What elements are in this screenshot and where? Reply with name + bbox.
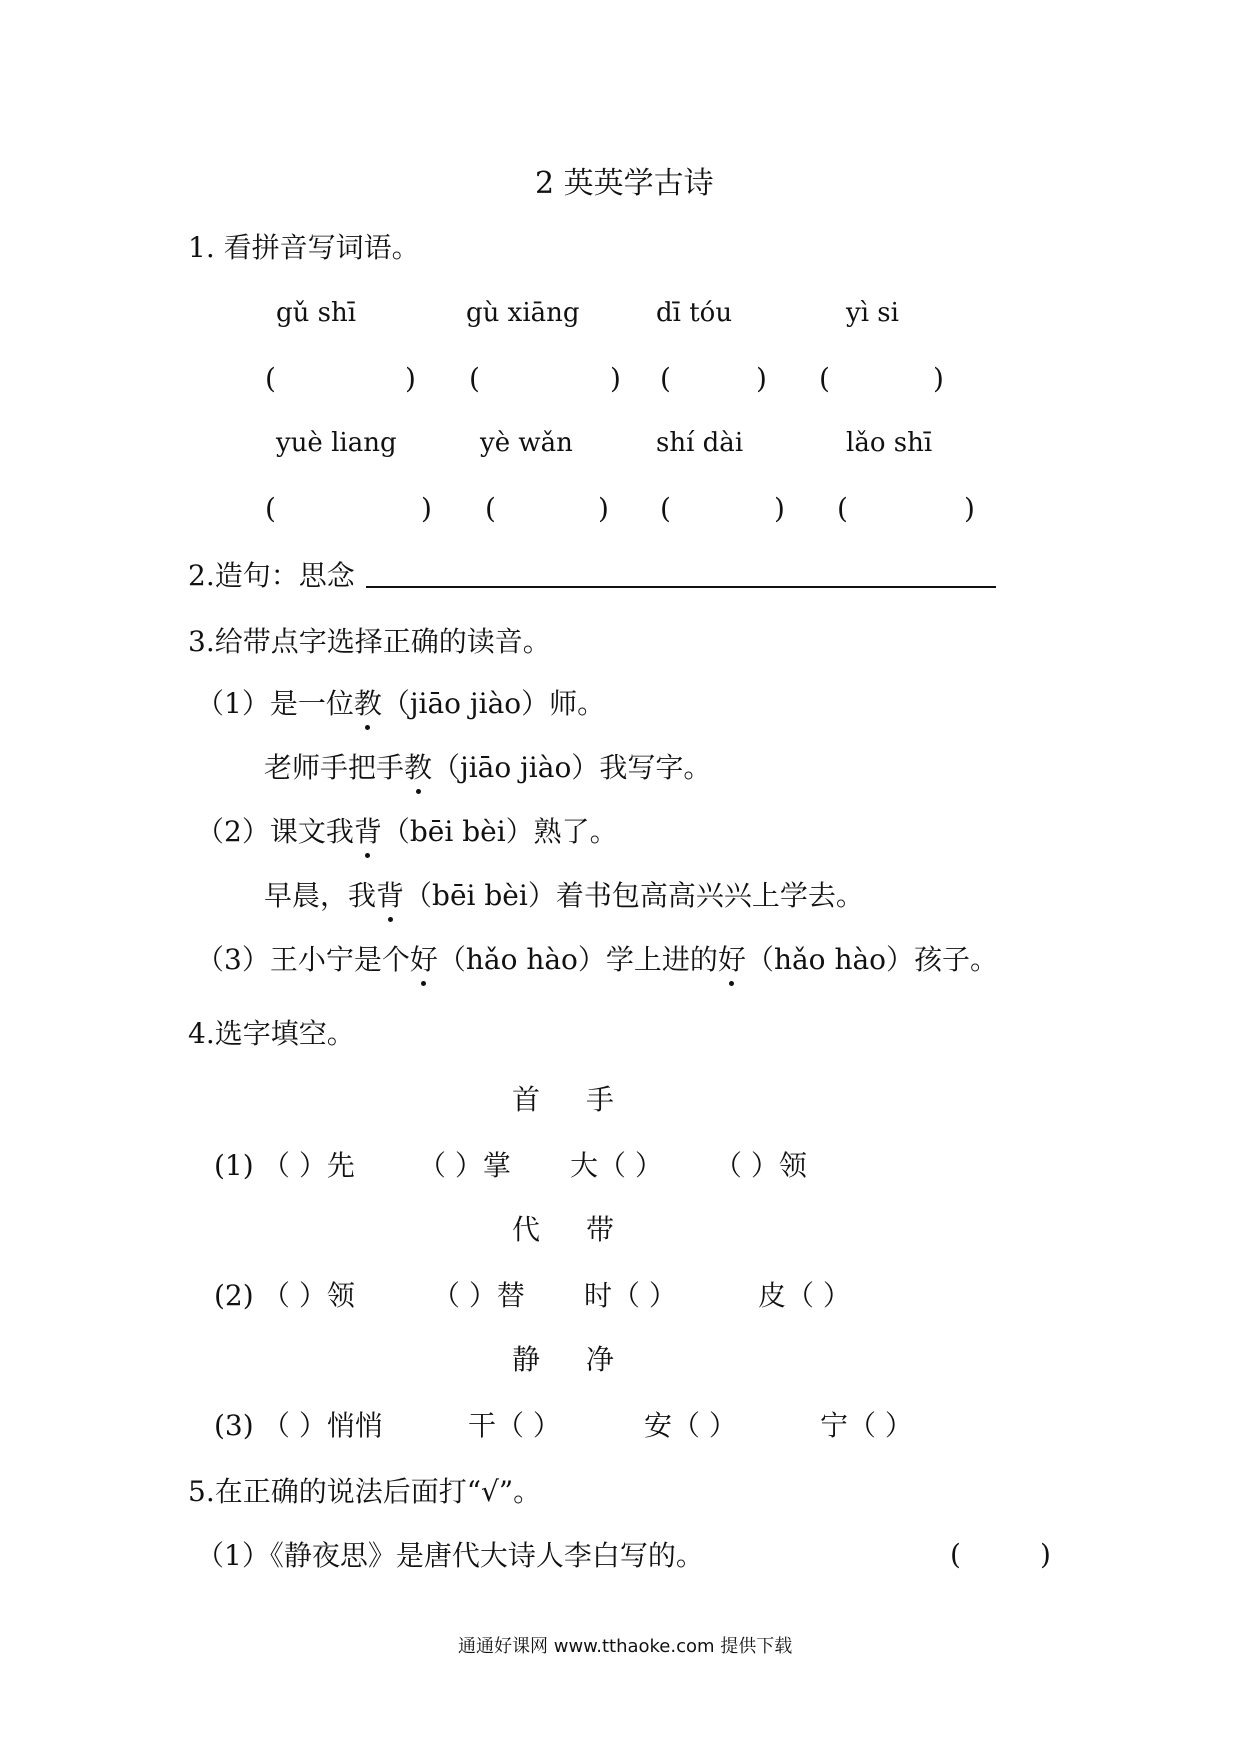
- pinyin-shidai: shí dài: [656, 428, 744, 458]
- q3-line-5: [196, 942, 998, 978]
- fill-blank[interactable]: 皮（ ）: [758, 1279, 851, 1312]
- footer-text: 通通好课网 www.tthaoke.com 提供下载: [458, 1636, 793, 1657]
- pinyin-guxiang: gù xiāng: [466, 298, 580, 328]
- reading-options[interactable]: （jiāo jiào）: [432, 751, 600, 784]
- q2-heading: 2.造句：思念: [188, 559, 355, 592]
- answer-blank[interactable]: (: [660, 492, 671, 525]
- fill-blank[interactable]: （ ）领: [714, 1149, 807, 1182]
- pinyin-gushi: gǔ shī: [276, 298, 357, 328]
- choice-char: 静: [512, 1343, 541, 1376]
- q3-line-3-post: 熟了。: [533, 815, 618, 848]
- dotted-char: 好: [717, 943, 746, 976]
- pinyin-ditou: dī tóu: [656, 298, 733, 328]
- answer-blank-close: ): [756, 362, 767, 395]
- pinyin-yisi: yì si: [846, 298, 899, 328]
- reading-options[interactable]: （hǎo hào）: [745, 943, 915, 976]
- answer-blank-close: ): [964, 492, 975, 525]
- dotted-char: 教: [404, 751, 433, 784]
- choice-char: 净: [586, 1343, 615, 1376]
- check-box[interactable]: (: [950, 1538, 961, 1571]
- dotted-char: 背: [376, 879, 405, 912]
- q3-heading: 3.给带点字选择正确的读音。: [188, 625, 551, 658]
- dotted-char: 背: [353, 815, 382, 848]
- sentence-answer-line[interactable]: [366, 586, 996, 588]
- fill-blank[interactable]: 干（ ）: [468, 1409, 561, 1442]
- answer-blank[interactable]: (: [265, 362, 276, 395]
- fill-blank[interactable]: （ ）悄悄: [262, 1409, 383, 1442]
- fill-blank[interactable]: 安（ ）: [644, 1409, 737, 1442]
- q1-heading: 1. 看拼音写词语。: [188, 231, 420, 264]
- fill-blank[interactable]: （ ）先: [262, 1149, 355, 1182]
- fill-blank[interactable]: 时（ ）: [584, 1279, 677, 1312]
- q5-heading: 5.在正确的说法后面打“√”。: [188, 1475, 542, 1508]
- pinyin-laoshi: lǎo shī: [846, 428, 933, 458]
- reading-options[interactable]: （jiāo jiào）: [381, 687, 550, 720]
- q3-line-3-pre: （2）课文我: [196, 815, 354, 848]
- pinyin-yewan: yè wǎn: [480, 428, 573, 458]
- choice-char: 带: [586, 1213, 615, 1246]
- q4-heading: 4.选字填空。: [188, 1017, 355, 1050]
- answer-blank[interactable]: (: [469, 362, 480, 395]
- choice-char: 首: [512, 1083, 541, 1116]
- answer-blank[interactable]: (: [660, 362, 671, 395]
- q3-line-4: [264, 878, 864, 914]
- reading-options[interactable]: （hǎo hào）: [437, 943, 606, 976]
- dotted-char: 教: [353, 687, 382, 720]
- fill-blank[interactable]: （ ）掌: [418, 1149, 511, 1182]
- q3-line-2: [264, 750, 711, 786]
- answer-blank[interactable]: (: [265, 492, 276, 525]
- q3-line-1-pre: （1）是一位: [196, 687, 354, 720]
- q3-line-2-pre: 老师手把手: [264, 751, 405, 784]
- fill-blank[interactable]: （ ）替: [432, 1279, 525, 1312]
- q3-line-1: [196, 686, 605, 722]
- reading-options[interactable]: （bēi bèi）: [381, 815, 534, 848]
- q4-group-1-num: (1): [214, 1149, 254, 1182]
- answer-blank-close: ): [774, 492, 785, 525]
- q3-line-4-pre: 早晨，我: [264, 879, 377, 912]
- q3-line-4-post: 着书包高高兴兴上学去。: [555, 879, 864, 912]
- answer-blank[interactable]: (: [485, 492, 496, 525]
- q3-line-5-mid: 学上进的: [605, 943, 718, 976]
- q3-line-5-post: 孩子。: [914, 943, 999, 976]
- answer-blank[interactable]: (: [819, 362, 830, 395]
- choice-char: 代: [512, 1213, 541, 1246]
- q5-statement-1: （1）《静夜思》是唐代大诗人李白写的。: [196, 1539, 704, 1572]
- answer-blank-close: ): [933, 362, 944, 395]
- fill-blank[interactable]: 大（ ）: [570, 1149, 663, 1182]
- q4-group-2-num: (2): [214, 1279, 254, 1312]
- fill-blank[interactable]: （ ）领: [262, 1279, 355, 1312]
- answer-blank-close: ): [405, 362, 416, 395]
- fill-blank[interactable]: 宁（ ）: [820, 1409, 913, 1442]
- answer-blank-close: ): [610, 362, 621, 395]
- answer-blank-close: ): [421, 492, 432, 525]
- pinyin-yueliang: yuè liang: [276, 428, 397, 458]
- choice-char: 手: [586, 1083, 615, 1116]
- q3-line-2-post: 我写字。: [599, 751, 712, 784]
- answer-blank[interactable]: (: [837, 492, 848, 525]
- page-title: 2 英英学古诗: [535, 166, 714, 201]
- dotted-char: 好: [409, 943, 438, 976]
- q4-group-3-num: (3): [214, 1409, 254, 1442]
- check-box-close: ): [1040, 1538, 1051, 1571]
- q3-line-5-pre: （3）王小宁是个: [196, 943, 410, 976]
- q3-line-3: [196, 814, 618, 850]
- answer-blank-close: ): [598, 492, 609, 525]
- reading-options[interactable]: （bēi bèi）: [404, 879, 556, 912]
- q3-line-1-post: 师。: [549, 687, 606, 720]
